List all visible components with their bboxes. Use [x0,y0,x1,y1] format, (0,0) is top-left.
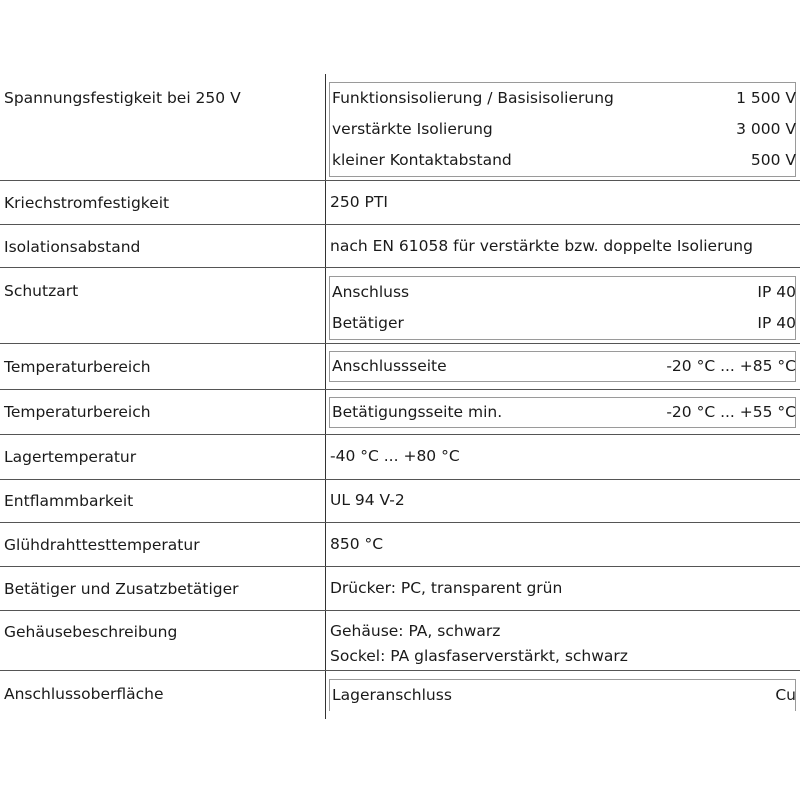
subtable-value: Cu [775,686,796,704]
table-row [0,268,800,344]
subtable-value: -20 °C ... +55 °C [666,403,796,421]
row-label: Betätiger und Zusatzbetätiger [4,580,239,598]
row-label: Temperaturbereich [4,403,151,421]
subtable-value: IP 40 [757,283,796,301]
subtable-key: Anschlussseite [332,357,447,375]
value-text: UL 94 V-2 [330,491,405,509]
subtable-key: Lageranschluss [332,686,452,704]
table-row [0,480,800,523]
value-text: Drücker: PC, transparent grün [330,579,563,597]
subtable-row [330,680,795,711]
value-subtable [329,276,796,340]
table-row [0,181,800,225]
row-value [330,488,800,513]
row-value [330,619,800,669]
subtable-row [330,308,795,339]
subtable-key: Anschluss [332,283,410,301]
row-label: Anschlussoberfläche [4,685,164,703]
value-subtable [329,82,796,177]
table-row [0,611,800,671]
row-label: Spannungsfestigkeit bei 250 V [4,89,241,107]
subtable-value: -20 °C ... +85 °C [666,357,796,375]
subtable-row [330,83,795,114]
subtable-value: IP 40 [757,314,796,332]
row-value [330,190,800,215]
value-text: 250 PTI [330,193,388,211]
row-value [330,234,800,259]
row-value [330,444,800,469]
value-text: nach EN 61058 für verstärkte bzw. doppelte Isolierung [330,237,753,255]
row-label: Isolationsabstand [4,238,141,256]
value-text: Sockel: PA glasfaserverstärkt, schwarz [330,647,628,665]
row-value [330,532,800,557]
value-subtable [329,397,796,428]
subtable-row [330,352,795,381]
subtable-row [330,398,795,427]
value-subtable [329,351,796,382]
subtable-key: Betätiger [332,314,404,332]
subtable-value: 1 500 V [736,89,796,107]
subtable-key: kleiner Kontaktabstand [332,151,512,169]
row-label: Kriechstromfestigkeit [4,194,170,212]
subtable-key: Betätigungsseite min. [332,403,503,421]
table-row [0,567,800,611]
subtable-key: Funktionsisolierung / Basisisolierung [332,89,614,107]
row-label: Glühdrahttesttemperatur [4,536,200,554]
row-label: Temperaturbereich [4,358,151,376]
row-label: Entflammbarkeit [4,492,134,510]
row-value [330,576,800,601]
value-text: Gehäuse: PA, schwarz [330,622,501,640]
subtable-row [330,114,795,145]
subtable-value: 3 000 V [736,120,796,138]
subtable-row [330,145,795,176]
spec-table [0,74,800,719]
table-row [0,74,800,181]
subtable-value: 500 V [750,151,796,169]
table-row [0,344,800,390]
value-text: 850 °C [330,535,384,553]
table-row [0,390,800,435]
row-label: Lagertemperatur [4,448,137,466]
table-row [0,435,800,480]
table-row [0,225,800,268]
subtable-row [330,277,795,308]
value-text: -40 °C ... +80 °C [330,447,460,465]
row-label: Schutzart [4,282,79,300]
value-subtable [329,679,796,711]
table-row [0,671,800,719]
table-row [0,523,800,567]
subtable-key: verstärkte Isolierung [332,120,493,138]
row-label: Gehäusebeschreibung [4,623,178,641]
